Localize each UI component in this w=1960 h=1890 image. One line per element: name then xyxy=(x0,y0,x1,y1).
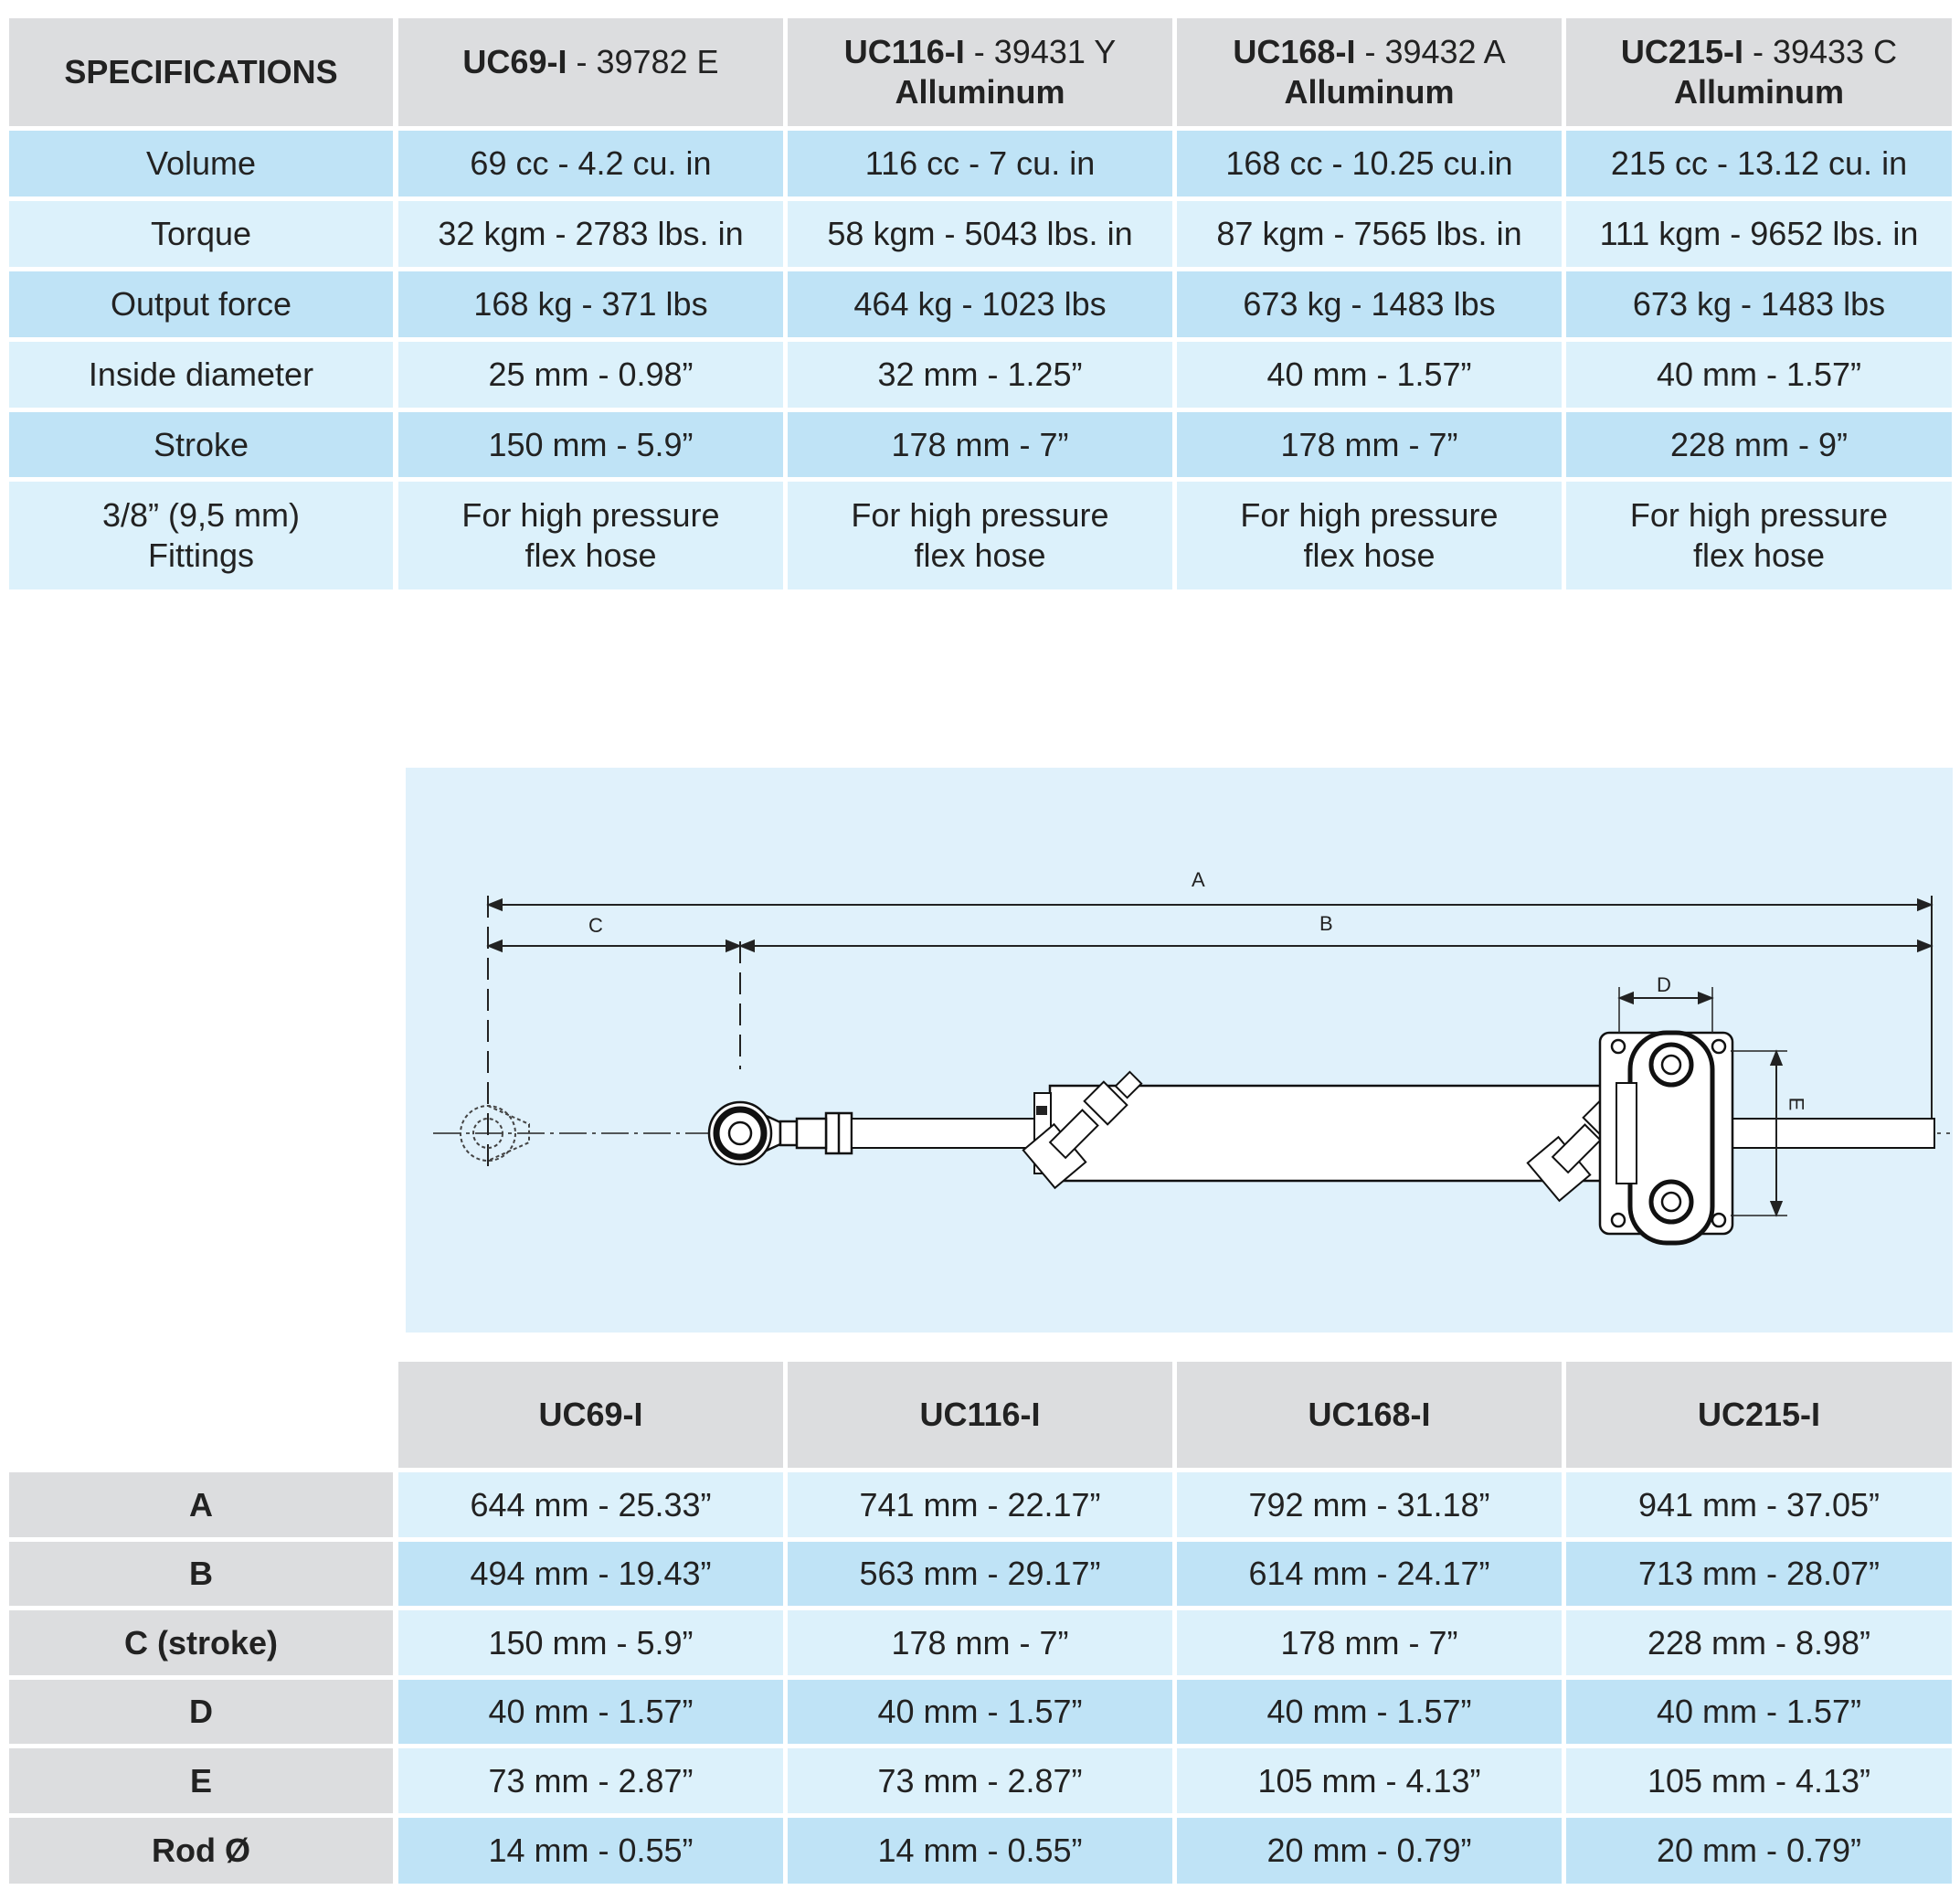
model-code: UC168-I xyxy=(1233,33,1356,70)
dim-cell: 105 mm - 4.13” xyxy=(1566,1748,1952,1813)
model-code: UC215-I xyxy=(1620,33,1743,70)
spec-cell: 150 mm - 5.9” xyxy=(398,412,783,477)
dim-cell: 228 mm - 8.98” xyxy=(1566,1610,1952,1675)
part-number: - 39432 A xyxy=(1355,33,1506,70)
spec-cell: 464 kg - 1023 lbs xyxy=(788,271,1172,337)
dim-cell: 20 mm - 0.79” xyxy=(1566,1818,1952,1884)
dim-cell: 792 mm - 31.18” xyxy=(1177,1472,1562,1537)
spec-cell: 215 cc - 13.12 cu. in xyxy=(1566,131,1952,196)
model-header-uc168 xyxy=(1177,18,1562,126)
dimension-label-a: A xyxy=(1192,868,1205,891)
dim-cell: 73 mm - 2.87” xyxy=(398,1748,783,1813)
dim-cell: 20 mm - 0.79” xyxy=(1177,1818,1562,1884)
dim-row-label: D xyxy=(9,1680,393,1744)
fittings-label-line1: 3/8” (9,5 mm) xyxy=(101,496,301,534)
dim-row-label: Rod Ø xyxy=(9,1818,393,1884)
spec-cell: 32 kgm - 2783 lbs. in xyxy=(398,201,783,267)
dim-model-header: UC69-I xyxy=(398,1362,783,1468)
model-material: Alluminum xyxy=(1674,73,1844,111)
spec-cell: 87 kgm - 7565 lbs. in xyxy=(1177,201,1562,267)
spec-cell: 25 mm - 0.98” xyxy=(398,342,783,408)
spec-cell: 168 kg - 371 lbs xyxy=(398,271,783,337)
model-header-uc215 xyxy=(1566,18,1952,126)
spec-cell: 178 mm - 7” xyxy=(788,412,1172,477)
dim-model-header: UC116-I xyxy=(788,1362,1172,1468)
cylinder-diagram xyxy=(406,768,1953,1333)
dim-model-header: UC168-I xyxy=(1177,1362,1562,1468)
dim-cell: 14 mm - 0.55” xyxy=(788,1818,1172,1884)
dim-cell: 40 mm - 1.57” xyxy=(1177,1680,1562,1744)
dim-row-label: C (stroke) xyxy=(9,1610,393,1675)
fittings-value-line2: flex hose xyxy=(1692,536,1826,574)
spec-cell: 116 cc - 7 cu. in xyxy=(788,131,1172,196)
dim-row-label: E xyxy=(9,1748,393,1813)
fittings-value-line2: flex hose xyxy=(914,536,1046,574)
dim-row-label: B xyxy=(9,1542,393,1606)
dim-cell: 941 mm - 37.05” xyxy=(1566,1472,1952,1537)
spec-cell: 673 kg - 1483 lbs xyxy=(1177,271,1562,337)
dim-model-header: UC215-I xyxy=(1566,1362,1952,1468)
spec-cell xyxy=(398,482,783,589)
fittings-value-line1: For high pressure xyxy=(461,496,720,534)
cylinder-drawing xyxy=(406,768,1953,1333)
specifications-header: SPECIFICATIONS xyxy=(9,18,393,126)
spec-cell: 168 cc - 10.25 cu.in xyxy=(1177,131,1562,196)
dim-cell: 73 mm - 2.87” xyxy=(788,1748,1172,1813)
dim-cell: 14 mm - 0.55” xyxy=(398,1818,783,1884)
fittings-value-line1: For high pressure xyxy=(1240,496,1499,534)
spec-cell: 178 mm - 7” xyxy=(1177,412,1562,477)
spec-cell: 69 cc - 4.2 cu. in xyxy=(398,131,783,196)
dim-cell: 178 mm - 7” xyxy=(1177,1610,1562,1675)
spec-cell: 228 mm - 9” xyxy=(1566,412,1952,477)
spec-row-label: Volume xyxy=(9,131,393,196)
dim-cell: 178 mm - 7” xyxy=(788,1610,1172,1675)
dim-cell: 40 mm - 1.57” xyxy=(1566,1680,1952,1744)
spec-cell: 673 kg - 1483 lbs xyxy=(1566,271,1952,337)
part-number: - 39431 Y xyxy=(964,33,1117,70)
model-code: UC116-I xyxy=(843,33,965,70)
dim-cell: 563 mm - 29.17” xyxy=(788,1542,1172,1606)
dim-cell: 494 mm - 19.43” xyxy=(398,1542,783,1606)
dim-cell: 741 mm - 22.17” xyxy=(788,1472,1172,1537)
spec-cell: 40 mm - 1.57” xyxy=(1177,342,1562,408)
spec-row-label xyxy=(9,482,393,589)
spec-row-label: Torque xyxy=(9,201,393,267)
mounting-bracket xyxy=(1600,1033,1732,1243)
fittings-value-line2: flex hose xyxy=(1303,536,1436,574)
model-header-uc116 xyxy=(788,18,1172,126)
dimension-label-d: D xyxy=(1657,973,1671,996)
spec-cell: 58 kgm - 5043 lbs. in xyxy=(788,201,1172,267)
fittings-value-line2: flex hose xyxy=(524,536,657,574)
spec-row-label: Output force xyxy=(9,271,393,337)
spec-row-label: Inside diameter xyxy=(9,342,393,408)
spec-cell xyxy=(788,482,1172,589)
dimension-label-c: C xyxy=(588,914,603,937)
part-number: - 39433 C xyxy=(1743,33,1898,70)
dim-row-label: A xyxy=(9,1472,393,1537)
model-material: Alluminum xyxy=(1284,73,1455,111)
dim-cell: 713 mm - 28.07” xyxy=(1566,1542,1952,1606)
dim-cell: 150 mm - 5.9” xyxy=(398,1610,783,1675)
spec-cell: 32 mm - 1.25” xyxy=(788,342,1172,408)
dimension-label-e: E xyxy=(1785,1097,1808,1111)
spec-cell: 111 kgm - 9652 lbs. in xyxy=(1566,201,1952,267)
spec-row-label: Stroke xyxy=(9,412,393,477)
fittings-label-line2: Fittings xyxy=(147,536,255,574)
dim-cell: 40 mm - 1.57” xyxy=(788,1680,1172,1744)
model-header-uc69 xyxy=(398,18,783,126)
model-code: UC69-I xyxy=(462,43,567,80)
spec-cell: 40 mm - 1.57” xyxy=(1566,342,1952,408)
dim-cell: 614 mm - 24.17” xyxy=(1177,1542,1562,1606)
fittings-value-line1: For high pressure xyxy=(1629,496,1889,534)
spec-cell xyxy=(1177,482,1562,589)
model-material: Alluminum xyxy=(895,73,1065,111)
part-number: - 39782 E xyxy=(567,43,719,80)
dim-cell: 644 mm - 25.33” xyxy=(398,1472,783,1537)
dim-cell: 40 mm - 1.57” xyxy=(398,1680,783,1744)
dimension-label-b: B xyxy=(1319,912,1333,935)
dim-cell: 105 mm - 4.13” xyxy=(1177,1748,1562,1813)
fittings-value-line1: For high pressure xyxy=(851,496,1109,534)
spec-cell xyxy=(1566,482,1952,589)
